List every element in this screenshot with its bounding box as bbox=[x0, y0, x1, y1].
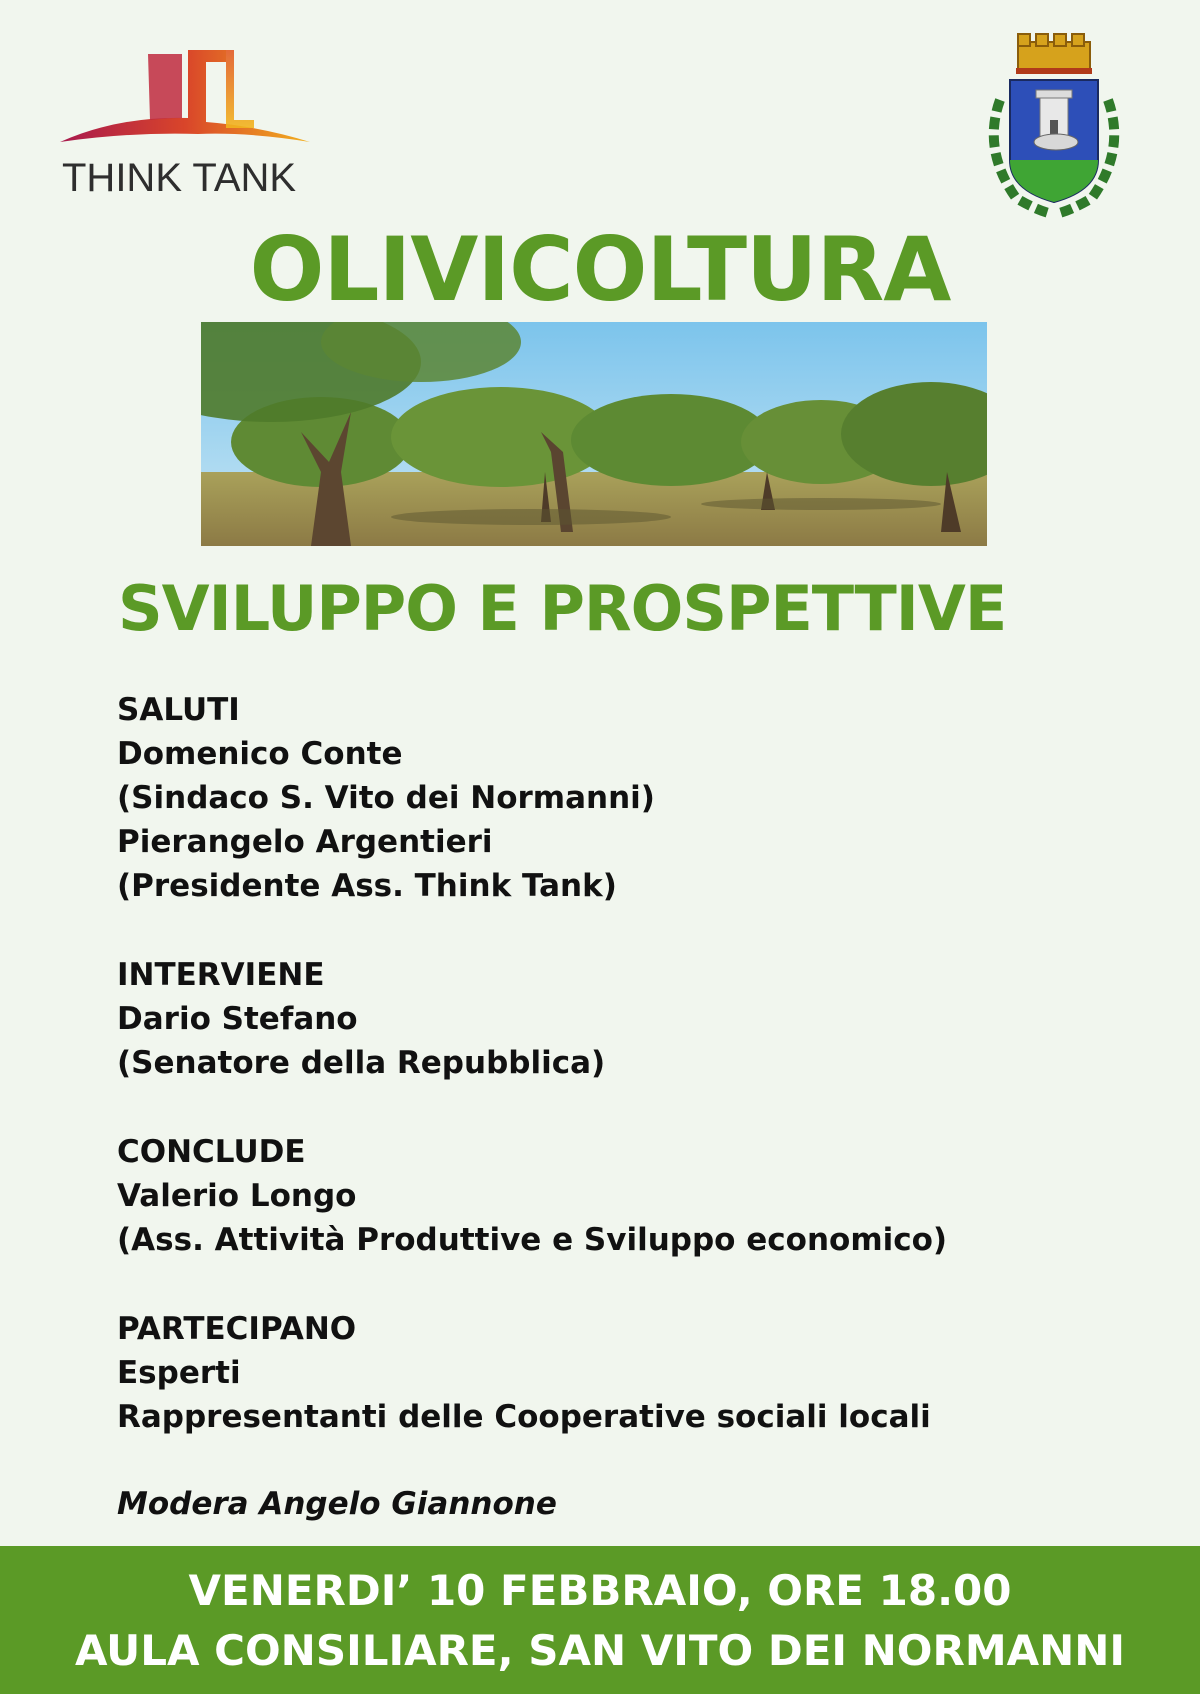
speaker-role: (Senatore della Repubblica) bbox=[117, 1045, 606, 1081]
think-tank-logo-icon bbox=[58, 46, 318, 156]
speaker-role: (Presidente Ass. Think Tank) bbox=[117, 868, 617, 904]
town-crest-icon bbox=[976, 30, 1132, 222]
town-crest bbox=[976, 30, 1132, 222]
participant: Esperti bbox=[117, 1355, 241, 1391]
logo-text: THINK TANK bbox=[62, 156, 297, 200]
speaker-name: Pierangelo Argentieri bbox=[117, 824, 493, 860]
event-title: OLIVICOLTURA bbox=[249, 218, 951, 321]
speaker-name: Domenico Conte bbox=[117, 736, 403, 772]
event-date: VENERDI’ 10 FEBBRAIO, ORE 18.00 bbox=[188, 1566, 1012, 1615]
participant: Rappresentanti delle Cooperative sociali locali bbox=[117, 1399, 931, 1435]
event-location: AULA CONSILIARE, SAN VITO DEI NORMANNI bbox=[74, 1626, 1126, 1675]
program bbox=[117, 688, 1117, 1439]
section-heading-saluti: SALUTI bbox=[117, 692, 240, 728]
think-tank-logo bbox=[58, 46, 318, 206]
speaker-name: Dario Stefano bbox=[117, 1001, 358, 1037]
speaker-role: (Sindaco S. Vito dei Normanni) bbox=[117, 780, 655, 816]
speaker-name: Valerio Longo bbox=[117, 1178, 357, 1214]
section-heading-partecipano: PARTECIPANO bbox=[117, 1311, 357, 1347]
speaker-role: (Ass. Attività Produttive e Sviluppo economico) bbox=[117, 1222, 948, 1258]
event-banner bbox=[0, 1546, 1200, 1694]
olive-grove-photo bbox=[201, 322, 987, 546]
section-heading-conclude: CONCLUDE bbox=[117, 1134, 306, 1170]
event-subtitle: SVILUPPO E PROSPETTIVE bbox=[118, 572, 1007, 645]
section-heading-interviene: INTERVIENE bbox=[117, 957, 325, 993]
moderator: Modera Angelo Giannone bbox=[117, 1486, 557, 1522]
